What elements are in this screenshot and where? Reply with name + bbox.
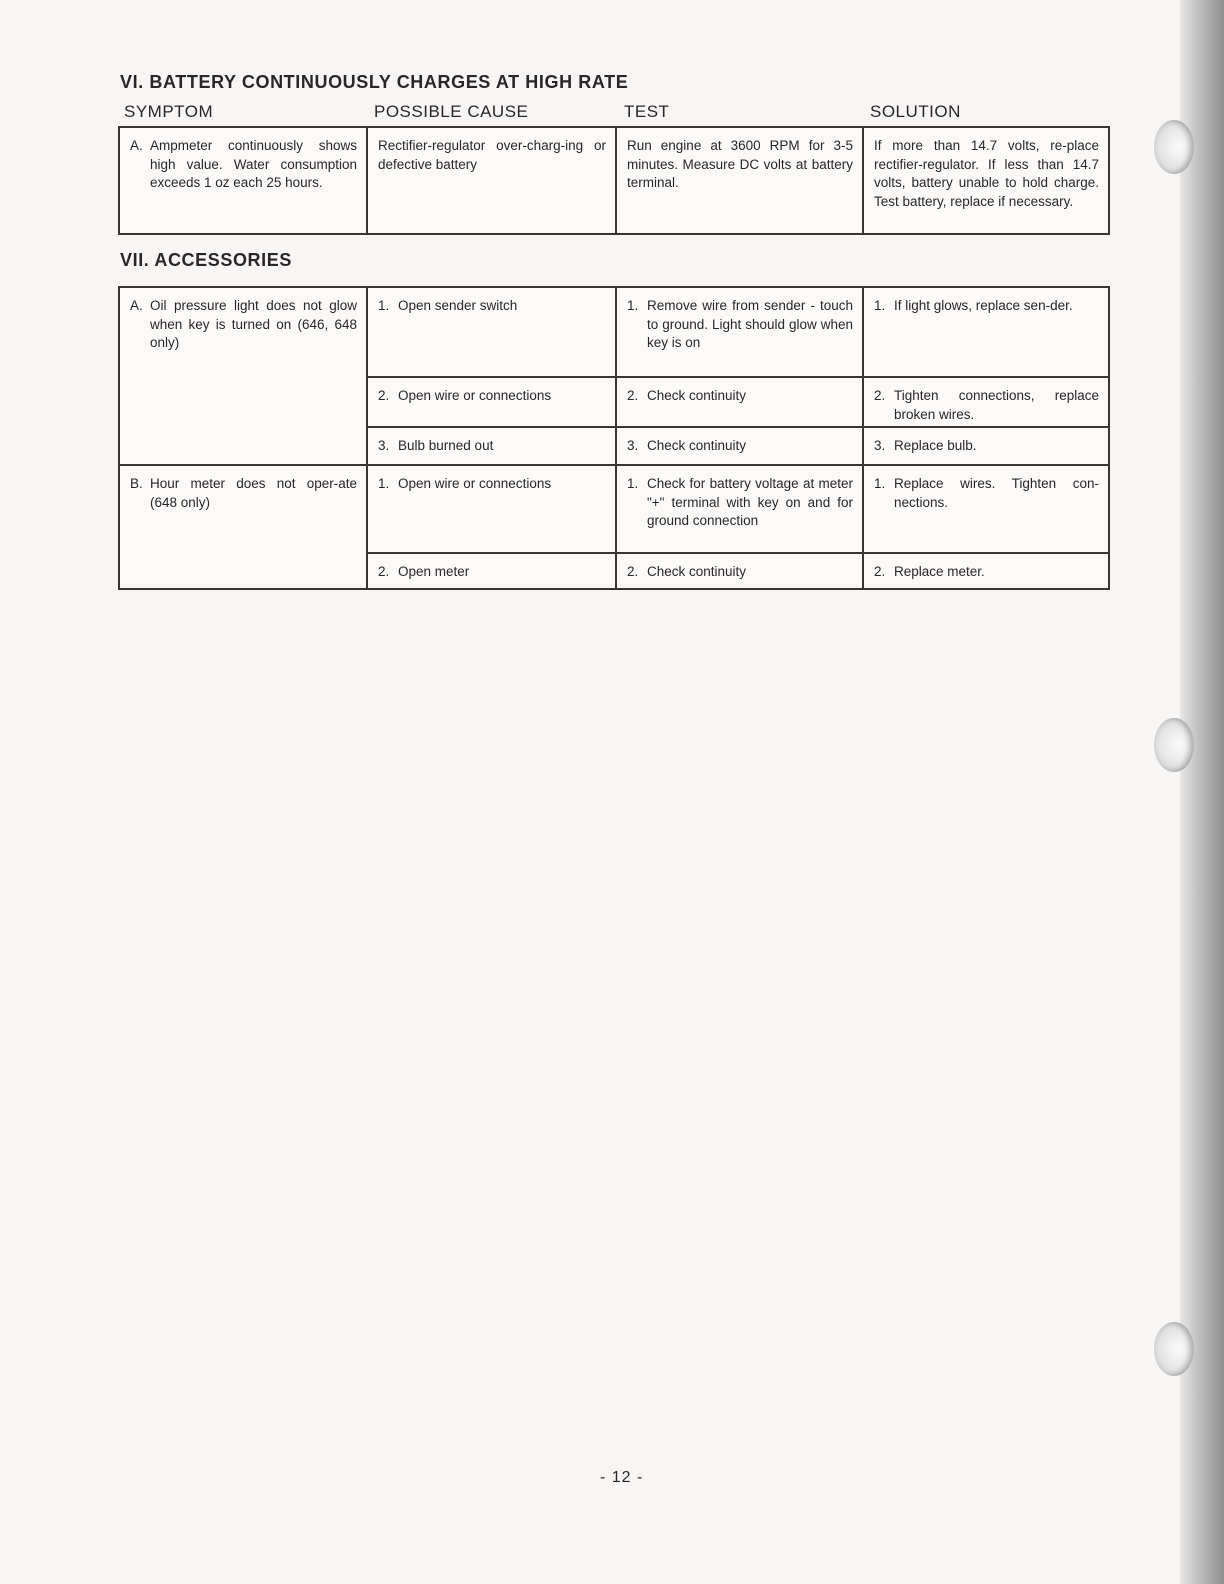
item-number: 2. bbox=[378, 564, 390, 579]
page-number: - 12 - bbox=[600, 1469, 644, 1486]
binder-hole-top bbox=[1154, 120, 1194, 174]
s7-b2-solution-cell bbox=[862, 552, 1110, 590]
s7-a2-test-cell bbox=[615, 376, 864, 428]
symptom-text: Ampmeter continuously shows high value. Water consumption exceeds 1 oz each 25 hours. bbox=[150, 138, 357, 190]
section-6-heading: VI. BATTERY CONTINUOUSLY CHARGES AT HIGH RATE bbox=[120, 72, 629, 92]
item-number: 1. bbox=[627, 476, 639, 491]
s7-a2-solution-cell bbox=[862, 376, 1110, 428]
item-number: 2. bbox=[874, 564, 886, 579]
item-number: 2. bbox=[874, 388, 886, 403]
column-header-solution: SOLUTION bbox=[870, 102, 961, 121]
item-number: 2. bbox=[627, 564, 639, 579]
item-number: 3. bbox=[627, 438, 639, 453]
s7-a1-solution-cell bbox=[862, 286, 1110, 378]
s7-a2-cause-cell bbox=[366, 376, 617, 428]
section-7-heading: VII. ACCESSORIES bbox=[120, 250, 292, 270]
column-header-test: TEST bbox=[624, 102, 670, 121]
test-text: Remove wire from sender - touch to ground. Light should glow when key is on bbox=[647, 298, 853, 350]
solution-text: Tighten connections, replace broken wires. bbox=[894, 388, 1099, 422]
s7-row-b-symptom-cell bbox=[118, 464, 368, 590]
item-number: 1. bbox=[874, 476, 886, 491]
test-text: Run engine at 3600 RPM for 3-5 minutes. Measure DC volts at battery terminal. bbox=[627, 138, 853, 190]
cause-text: Open wire or connections bbox=[398, 388, 552, 403]
s7-a3-solution-cell bbox=[862, 426, 1110, 466]
item-number: B. bbox=[130, 476, 143, 491]
solution-text: Replace bulb. bbox=[894, 438, 977, 453]
symptom-text: Oil pressure light does not glow when key is turned on (646, 648 only) bbox=[150, 298, 357, 350]
cause-text: Open sender switch bbox=[398, 298, 518, 313]
s6-symptom-cell bbox=[118, 126, 368, 235]
binder-hole-middle bbox=[1154, 718, 1194, 772]
item-number: 1. bbox=[378, 476, 390, 491]
item-number: 1. bbox=[378, 298, 390, 313]
test-text: Check continuity bbox=[647, 564, 747, 579]
item-number: 1. bbox=[627, 298, 639, 313]
s7-a3-test-cell bbox=[615, 426, 864, 466]
item-number: 3. bbox=[378, 438, 390, 453]
item-number: 1. bbox=[874, 298, 886, 313]
cause-text: Rectifier-regulator over-charg-ing or defective battery bbox=[378, 138, 606, 172]
symptom-text: Hour meter does not oper-ate (648 only) bbox=[150, 476, 357, 510]
s7-a1-test-cell bbox=[615, 286, 864, 378]
s7-a3-cause-cell bbox=[366, 426, 617, 466]
binder-hole-bottom bbox=[1154, 1322, 1194, 1376]
item-number: 3. bbox=[874, 438, 886, 453]
solution-text: If light glows, replace sen-der. bbox=[894, 298, 1073, 313]
s7-row-a-symptom-cell bbox=[118, 286, 368, 466]
s6-test-cell bbox=[615, 126, 864, 235]
s7-a1-cause-cell bbox=[366, 286, 617, 378]
cause-text: Open meter bbox=[398, 564, 470, 579]
s6-solution-cell bbox=[862, 126, 1110, 235]
s7-b1-solution-cell bbox=[862, 464, 1110, 554]
test-text: Check continuity bbox=[647, 388, 747, 403]
test-text: Check for battery voltage at meter "+" terminal with key on and for ground connection bbox=[647, 476, 853, 528]
s7-b2-test-cell bbox=[615, 552, 864, 590]
column-header-symptom: SYMPTOM bbox=[124, 102, 214, 121]
solution-text: Replace meter. bbox=[894, 564, 985, 579]
solution-text: Replace wires. Tighten con-nections. bbox=[894, 476, 1099, 510]
cause-text: Bulb burned out bbox=[398, 438, 494, 453]
item-number: A. bbox=[130, 138, 143, 153]
item-number: A. bbox=[130, 298, 143, 313]
s7-b1-cause-cell bbox=[366, 464, 617, 554]
item-number: 2. bbox=[378, 388, 390, 403]
item-number: 2. bbox=[627, 388, 639, 403]
s7-b2-cause-cell bbox=[366, 552, 617, 590]
test-text: Check continuity bbox=[647, 438, 747, 453]
column-header-possible-cause: POSSIBLE CAUSE bbox=[374, 102, 529, 121]
s6-cause-cell bbox=[366, 126, 617, 235]
solution-text: If more than 14.7 volts, re-place rectifier-regulator. If less than 14.7 volts, battery unable to hold charge. Test battery, replace if necessary. bbox=[874, 138, 1099, 209]
cause-text: Open wire or connections bbox=[398, 476, 552, 491]
s7-b1-test-cell bbox=[615, 464, 864, 554]
